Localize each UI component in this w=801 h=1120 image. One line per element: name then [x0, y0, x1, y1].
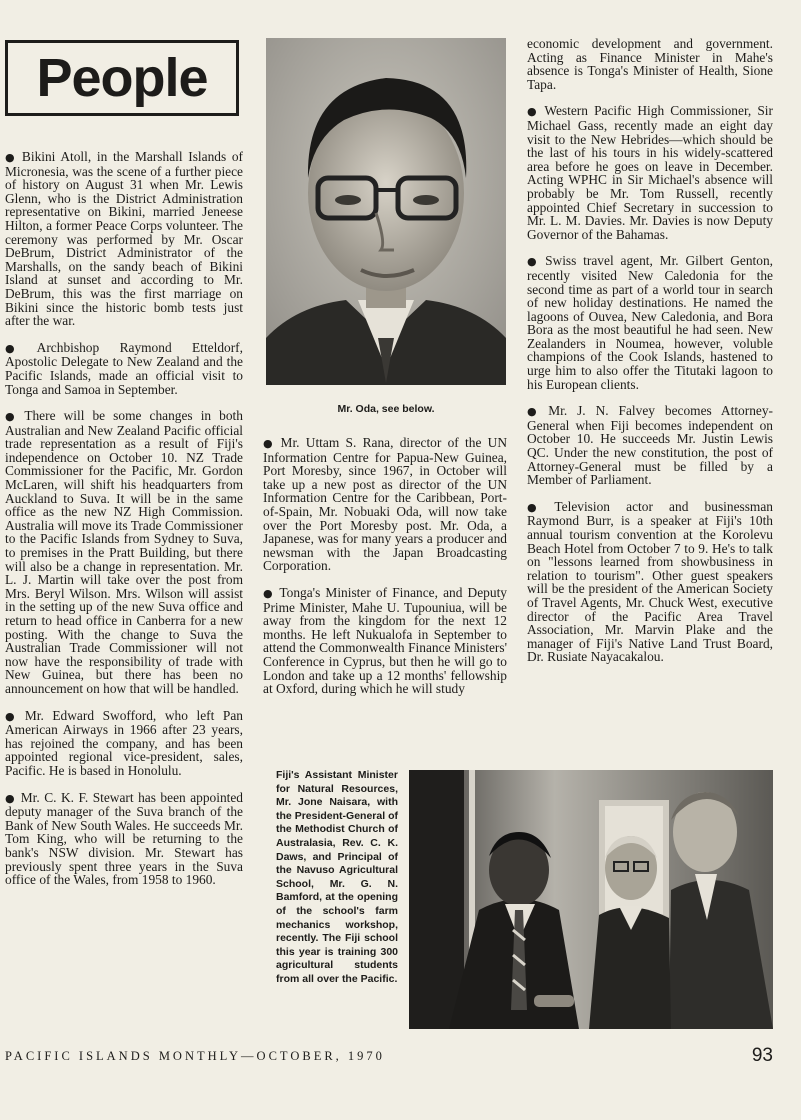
article-paragraph: ● Mr. Edward Swofford, who left Pan American Airways in 1966 after 23 years, has rejoined the company, and has been appointed regional vice-president, sales, Pacific. He is based in Honolulu. [5, 707, 243, 778]
bullet-icon: ● [527, 405, 544, 419]
section-title-box [5, 40, 239, 116]
portrait-image [266, 38, 506, 385]
portrait-photo [266, 38, 506, 385]
article-paragraph: ● Swiss travel agent, Mr. Gilbert Genton, recently visited New Caledonia for the second time as part of a world tour in search of new holiday destinations. He named the lagoons of Ouvea, New Caledonia, and Bora Bora as the most beautiful he had seen. New Zealanders in Noumea, however, voluble champions of the Cook Islands, hastened to urge him to also offer the Titutaki lagoon to his European clients. [527, 253, 773, 392]
article-paragraph: ● Western Pacific High Commissioner, Sir Michael Gass, recently made an eight day visit to the New Hebrides—which should be the last of his tours in his widely-scattered area before he goes on leave in December. Acting WPHC in Sir Michael's absence will probably be Mr. Tom Russell, recently appointed Chief Secretary in succession to Mr. L. M. Davies. Mr. Davies is now Deputy Governor of the Bahamas. [527, 103, 773, 242]
group-photo-caption: Fiji's Assistant Minister for Natural Resources, Mr. Jone Naisara, with the President-General of the Methodist Church of Australasia, Rev. C. K. Daws, and Principal of the Navuso Agricultural School, Mr. G. N. Bamford, at the opening of the school's farm mechanics workshop, recently. The Fiji school this year is training 300 agricultural students from all over the Pacific. [276, 769, 398, 985]
section-title: People [36, 48, 208, 108]
bullet-icon: ● [5, 410, 20, 424]
group-photo [409, 770, 773, 1029]
article-paragraph: ● Mr. C. K. F. Stewart has been appointed deputy manager of the Suva branch of the Bank of New South Wales. He succeeds Mr. Tom King, who will be returning to the bank's NSW division. Mr. Stewart has previously spent three years in the Suva office of the Wales, from 1958 to 1960. [5, 789, 243, 888]
column-1 [5, 150, 243, 900]
group-image [409, 770, 773, 1029]
bullet-icon: ● [527, 255, 541, 269]
column-2 [263, 436, 507, 709]
page-footer [5, 1045, 773, 1067]
article-paragraph: ● Archbishop Raymond Etteldorf, Apostolic Delegate to New Zealand and the Pacific Islands, made an official visit to Tonga and Samoa in September. [5, 339, 243, 397]
bullet-icon: ● [263, 437, 276, 450]
article-paragraph: ● Bikini Atoll, in the Marshall Islands of Micronesia, was the scene of a further piece of history on August 31 when Mr. Lewis Glenn, who is the District Administration representative on Bikini, married Jeneese Hilton, a former Peace Corps volunteer. The ceremony was performed by Mr. Oscar DeBrum, District Administrator of the Marshalls, on the sandy beach of Bikini Island at sunset and according to Mr. DeBrum, this was the first marriage on Bikini since the historic bomb tests just after the war. [5, 149, 243, 329]
bullet-icon: ● [527, 500, 550, 514]
publication-name: PACIFIC ISLANDS MONTHLY—OCTOBER, 1970 [5, 1049, 385, 1063]
article-paragraph: ● Mr. J. N. Falvey becomes Attorney-General when Fiji becomes independent on October 10. He succeeds Mr. Justin Lewis QC. Under the new constitution, the post of Attorney-General must be filled by a Member of Parliament. [527, 403, 773, 488]
article-paragraph: ● Mr. Uttam S. Rana, director of the UN Information Centre for Papua-New Guinea, Port Moresby, since 1967, in October will take up a new post as director of the UN Information Centre for the Caribbean, Port-of-Spain, Mr. Nobuaki Oda, will now take over the Port Moresby post. Mr. Oda, a Japanese, was for many years a producer and newsman with the Japan Broadcasting Corporation. [263, 435, 507, 574]
bullet-icon: ● [263, 586, 275, 600]
page-number: 93 [751, 1045, 773, 1066]
article-paragraph: ● Tonga's Minister of Finance, and Deputy Prime Minister, Mahe U. Tupouniua, will be away from the kingdom for the next 12 months. He left Nukualofa in September to attend the Commonwealth Finance Ministers' Conference in Cyprus, but then he will go to London and take up a 12 months' fellowship at Oxford, during which he will study [263, 584, 507, 697]
column-3 [527, 37, 773, 677]
article-paragraph: ● There will be some changes in both Australian and New Zealand Pacific official trade representation as a result of Fiji's independence on October 10. NZ Trade Commissioner for the Pacific, Mr. Gordon McLaren, will shift his headquarters from Auckland to Suva. It will be in the same office as the new NZ High Commission. Australia will move its Trade Commissioner to the Pacific Islands from Sydney to Suva, to premises in the Pratt Building, but there will also be a change in representation. Mr. L. J. Martin will take over the post from Mrs. Beryl Wilson. Mrs. Wilson will assist in the setting up of the new Suva office and return to head office in Canberra for a new posting. With the change to Suva the Australian Trade Commissioner will not now have the responsibility of trade with New Guinea, but there has been no announcement on how that will be handled. [5, 408, 243, 696]
bullet-icon: ● [5, 341, 32, 355]
bullet-icon: ● [5, 709, 20, 723]
portrait-caption: Mr. Oda, see below. [337, 403, 435, 415]
article-paragraph: ● Television actor and businessman Raymond Burr, is a speaker at Fiji's 10th annual tourism convention at the Korolevu Beach Hotel from October 7 to 9. He's to talk on "lessons learned from showbusiness in relation to tourism". Other guest speakers will be the president of the American Society of Travel Agents, Mr. Chuck West, executive director of the Pacific Area Travel Association, Mr. Marvin Plake and the manager of Fiji's Native Land Trust Board, Dr. Rusiate Nayacakalou. [527, 498, 773, 665]
bullet-icon: ● [527, 105, 540, 119]
article-paragraph: economic development and government. Acting as Finance Minister in Mahe's absence is Tonga's Minister of Health, Sione Tapa. [527, 36, 773, 92]
bullet-icon: ● [5, 791, 16, 805]
bullet-icon: ● [5, 151, 17, 164]
